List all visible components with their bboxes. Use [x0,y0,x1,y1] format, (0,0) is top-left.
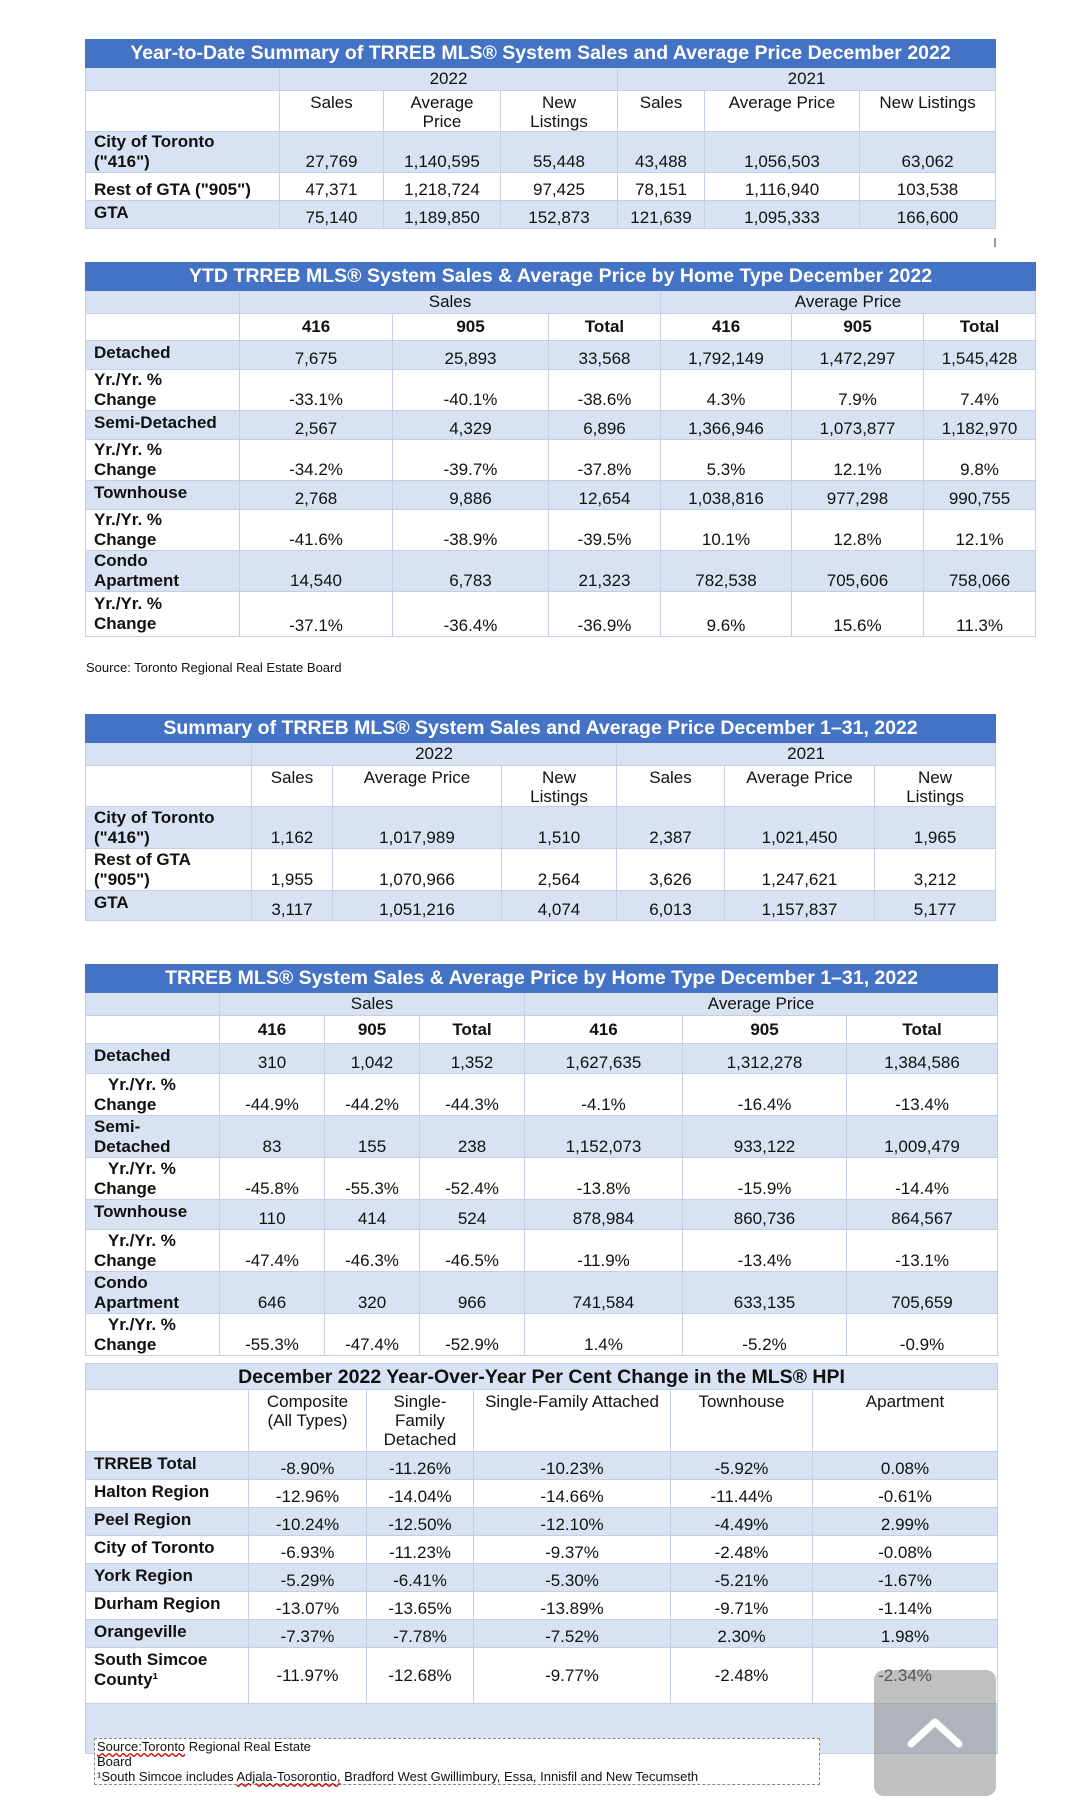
cell: -11.97% [249,1648,367,1704]
row-label: Townhouse [86,1200,220,1230]
cell: -52.9% [420,1314,525,1356]
row-label: Rest of GTA ("905") [86,849,252,891]
december-summary-title: Summary of TRREB MLS® System Sales and Average Price December 1–31, 2022 [86,715,996,743]
cell: 1,792,149 [661,341,792,370]
cell: 110 [220,1200,325,1230]
cell: -39.5% [549,510,661,551]
cell: -52.4% [420,1158,525,1200]
row-label: Condo Apartment [86,1272,220,1314]
cell: -10.23% [474,1452,671,1480]
cell: 75,140 [280,201,384,229]
ytd-home-type-title: YTD TRREB MLS® System Sales & Average Price by Home Type December 2022 [86,263,1036,291]
row-label: Yr./Yr. % Change [86,1314,220,1356]
cell: 1,189,850 [384,201,501,229]
cell: 47,371 [280,173,384,201]
cell: 2,567 [240,411,393,440]
row-label: Yr./Yr. % Change [86,1158,220,1200]
row-label: Orangeville [86,1620,249,1648]
cell: 966 [420,1272,525,1314]
cell: 7.4% [924,370,1036,411]
cell: -14.04% [367,1480,474,1508]
col-header: Single- Family Detached [367,1390,474,1452]
cell: 6,896 [549,411,661,440]
cell: 1,038,816 [661,481,792,510]
cell: 155 [325,1116,420,1158]
cell: -0.08% [813,1536,998,1564]
year-2021-header: 2021 [617,743,996,766]
cell: 1,073,877 [792,411,924,440]
col-header: 905 [792,314,924,341]
cell: -12.68% [367,1648,474,1704]
cell: 860,736 [683,1200,847,1230]
year-2021-header: 2021 [618,68,996,91]
cell: 1,162 [252,807,333,849]
row-label: Durham Region [86,1592,249,1620]
cell: 6,013 [617,891,725,921]
cell: 7.9% [792,370,924,411]
cell: -9.77% [474,1648,671,1704]
cell: 55,448 [501,132,618,173]
cell: -11.9% [525,1230,683,1272]
cell: 1,182,970 [924,411,1036,440]
cell: 12.8% [792,510,924,551]
cell: -8.90% [249,1452,367,1480]
cell: -0.9% [847,1314,998,1356]
cell: 782,538 [661,551,792,592]
cell: -2.48% [671,1648,813,1704]
cell: 5,177 [875,891,996,921]
cell: -1.14% [813,1592,998,1620]
cell: 1,510 [502,807,617,849]
cell: -38.9% [393,510,549,551]
ytd-home-type-table [85,262,1036,637]
cell: 1,017,989 [333,807,502,849]
cell: -6.93% [249,1536,367,1564]
cell: 4,074 [502,891,617,921]
cell: 878,984 [525,1200,683,1230]
cell: 27,769 [280,132,384,173]
cell: -7.78% [367,1620,474,1648]
cell: -13.65% [367,1592,474,1620]
cell: 1,384,586 [847,1044,998,1074]
cell: -6.41% [367,1564,474,1592]
cell: 6,783 [393,551,549,592]
col-header: 416 [661,314,792,341]
cell: 2,768 [240,481,393,510]
row-label: Yr./Yr. % Change [86,510,240,551]
cell: 990,755 [924,481,1036,510]
cell: -11.23% [367,1536,474,1564]
source-note: Source: Toronto Regional Real Estate Board [86,660,342,675]
cell: 2,564 [502,849,617,891]
cell: -13.8% [525,1158,683,1200]
cell: 524 [420,1200,525,1230]
cell: -33.1% [240,370,393,411]
row-label: Semi- Detached [86,1116,220,1158]
cell: 25,893 [393,341,549,370]
cell: 12.1% [792,440,924,481]
cell: -37.1% [240,592,393,637]
cell: 414 [325,1200,420,1230]
col-header: New Listings [860,91,996,132]
cell: 1.98% [813,1620,998,1648]
col-header: Single-Family Attached [474,1390,671,1452]
row-label: Townhouse [86,481,240,510]
cell: 1,965 [875,807,996,849]
col-header: 905 [683,1016,847,1044]
row-label: City of Toronto ("416") [86,807,252,849]
cell: -13.1% [847,1230,998,1272]
cell: -9.71% [671,1592,813,1620]
cell: 14,540 [240,551,393,592]
cell: -5.21% [671,1564,813,1592]
cell: -44.3% [420,1074,525,1116]
cell: 5.3% [661,440,792,481]
row-label: Detached [86,1044,220,1074]
cell: -11.26% [367,1452,474,1480]
col-header: 905 [325,1016,420,1044]
cell: 83 [220,1116,325,1158]
row-label: Detached [86,341,240,370]
row-label: TRREB Total [86,1452,249,1480]
col-header: Total [847,1016,998,1044]
col-header: Apartment [813,1390,998,1452]
cell: 1.4% [525,1314,683,1356]
cell: -9.37% [474,1536,671,1564]
table-edge-mark [994,238,996,247]
col-header: Average Price [384,91,501,132]
col-header: Sales [617,766,725,807]
cell: -44.9% [220,1074,325,1116]
ytd-summary-title: Year-to-Date Summary of TRREB MLS® System Sales and Average Price December 2022 [86,40,996,68]
cell: 9,886 [393,481,549,510]
col-header: Composite (All Types) [249,1390,367,1452]
cell: 238 [420,1116,525,1158]
row-label: Condo Apartment [86,551,240,592]
cell: -12.50% [367,1508,474,1536]
cell: 121,639 [618,201,705,229]
cell: -2.48% [671,1536,813,1564]
cell: 1,051,216 [333,891,502,921]
cell: -1.67% [813,1564,998,1592]
cell: 9.8% [924,440,1036,481]
cell: 1,955 [252,849,333,891]
cell: -44.2% [325,1074,420,1116]
year-2022-header: 2022 [280,68,618,91]
cell: -46.3% [325,1230,420,1272]
december-home-type-title: TRREB MLS® System Sales & Average Price by Home Type December 1–31, 2022 [86,965,998,993]
cell: 12.1% [924,510,1036,551]
col-header: 416 [240,314,393,341]
average-price-group-header: Average Price [525,993,998,1016]
row-label: Yr./Yr. % Change [86,592,240,637]
cell: 1,042 [325,1044,420,1074]
cell: -39.7% [393,440,549,481]
row-label: City of Toronto [86,1536,249,1564]
row-label: Semi-Detached [86,411,240,440]
cell: 1,627,635 [525,1044,683,1074]
cell: -0.61% [813,1480,998,1508]
cell: 1,116,940 [705,173,860,201]
cell: 1,157,837 [725,891,875,921]
cell: 9.6% [661,592,792,637]
cell: -7.52% [474,1620,671,1648]
col-header: Sales [618,91,705,132]
cell: -14.4% [847,1158,998,1200]
cell: -55.3% [325,1158,420,1200]
cell: -36.4% [393,592,549,637]
col-header: 416 [525,1016,683,1044]
cell: 741,584 [525,1272,683,1314]
cell: 1,352 [420,1044,525,1074]
cell: 1,545,428 [924,341,1036,370]
hpi-change-table [85,1363,998,1754]
cell: -47.4% [220,1230,325,1272]
cell: -16.4% [683,1074,847,1116]
cell: -45.8% [220,1158,325,1200]
cell: -13.4% [683,1230,847,1272]
col-header: Total [924,314,1036,341]
cell: 2.30% [671,1620,813,1648]
cell: 933,122 [683,1116,847,1158]
cell: 33,568 [549,341,661,370]
cell: 97,425 [501,173,618,201]
average-price-group-header: Average Price [661,291,1036,314]
row-label: Halton Region [86,1480,249,1508]
col-header: New Listings [502,766,617,807]
cell: -36.9% [549,592,661,637]
hpi-title: December 2022 Year-Over-Year Per Cent Change in the MLS® HPI [86,1364,998,1390]
source-link-text: Source:Toronto [97,1739,186,1754]
footnote-text: ¹South Simcoe includes [97,1769,237,1784]
row-label: Peel Region [86,1508,249,1536]
cell: 78,151 [618,173,705,201]
cell: 1,095,333 [705,201,860,229]
cell: 310 [220,1044,325,1074]
cell: -55.3% [220,1314,325,1356]
row-label: Yr./Yr. % Change [86,440,240,481]
cell: -10.24% [249,1508,367,1536]
cell: 864,567 [847,1200,998,1230]
cell: 1,312,278 [683,1044,847,1074]
row-label: Rest of GTA ("905") [86,173,280,201]
col-header: New Listings [875,766,996,807]
cell: 1,056,503 [705,132,860,173]
cell: -5.92% [671,1452,813,1480]
cell: -5.2% [683,1314,847,1356]
col-header: Average Price [725,766,875,807]
cell: 3,212 [875,849,996,891]
cell: 1,472,297 [792,341,924,370]
cell: 12,654 [549,481,661,510]
year-2022-header: 2022 [252,743,617,766]
cell: -12.96% [249,1480,367,1508]
sales-group-header: Sales [240,291,661,314]
footnote-text-rest: Bradford West Gwillimbury, Essa, Innisfil and New Tecumseth [340,1769,699,1784]
cell: 3,117 [252,891,333,921]
cell: 1,009,479 [847,1116,998,1158]
cell: 1,140,595 [384,132,501,173]
cell: 977,298 [792,481,924,510]
col-header: Sales [280,91,384,132]
cell: 2,387 [617,807,725,849]
cell: -47.4% [325,1314,420,1356]
cell: -15.9% [683,1158,847,1200]
cell: 0.08% [813,1452,998,1480]
cell: -13.4% [847,1074,998,1116]
cell: -13.89% [474,1592,671,1620]
col-header: Average Price [333,766,502,807]
chevron-up-icon [905,1716,965,1750]
cell: -5.30% [474,1564,671,1592]
cell: 758,066 [924,551,1036,592]
cell: 43,488 [618,132,705,173]
cell: 1,152,073 [525,1116,683,1158]
cell: 10.1% [661,510,792,551]
cell: 4,329 [393,411,549,440]
row-label: GTA [86,201,280,229]
cell: -14.66% [474,1480,671,1508]
col-header: Total [549,314,661,341]
cell: 1,070,966 [333,849,502,891]
footnote-term: Adjala-Tosorontio, [236,1769,341,1784]
cell: -5.29% [249,1564,367,1592]
cell: 152,873 [501,201,618,229]
row-label: GTA [86,891,252,921]
cell: 320 [325,1272,420,1314]
hpi-source-footnote [94,1738,820,1785]
cell: -40.1% [393,370,549,411]
cell: -41.6% [240,510,393,551]
col-header: 905 [393,314,549,341]
sales-group-header: Sales [220,993,525,1016]
cell: -7.37% [249,1620,367,1648]
row-label: City of Toronto ("416") [86,132,280,173]
cell: 21,323 [549,551,661,592]
cell: 705,606 [792,551,924,592]
cell: 11.3% [924,592,1036,637]
cell: 646 [220,1272,325,1314]
col-header: Average Price [705,91,860,132]
cell: 633,135 [683,1272,847,1314]
cell: -12.10% [474,1508,671,1536]
cell: -11.44% [671,1480,813,1508]
ytd-summary-table [85,39,996,229]
cell: 1,247,621 [725,849,875,891]
cell: 705,659 [847,1272,998,1314]
scroll-to-top-button[interactable] [874,1670,996,1796]
cell: 4.3% [661,370,792,411]
row-label: York Region [86,1564,249,1592]
col-header: Townhouse [671,1390,813,1452]
cell: -4.49% [671,1508,813,1536]
cell: 2.99% [813,1508,998,1536]
row-label: Yr./Yr. % Change [86,1074,220,1116]
cell: -46.5% [420,1230,525,1272]
december-summary-table [85,714,996,921]
cell: 15.6% [792,592,924,637]
row-label: Yr./Yr. % Change [86,1230,220,1272]
cell: 1,021,450 [725,807,875,849]
col-header: Sales [252,766,333,807]
cell: 166,600 [860,201,996,229]
cell: 63,062 [860,132,996,173]
cell: 103,538 [860,173,996,201]
cell: 1,218,724 [384,173,501,201]
row-label: Yr./Yr. % Change [86,370,240,411]
col-header: Total [420,1016,525,1044]
col-header: New Listings [501,91,618,132]
cell: -13.07% [249,1592,367,1620]
cell: 1,366,946 [661,411,792,440]
cell: -4.1% [525,1074,683,1116]
cell: 7,675 [240,341,393,370]
december-home-type-table [85,964,998,1356]
cell: -34.2% [240,440,393,481]
row-label: South Simcoe County¹ [86,1648,249,1704]
cell: -38.6% [549,370,661,411]
source-text: Regional Real Estate Board [97,1739,311,1769]
cell: -37.8% [549,440,661,481]
col-header: 416 [220,1016,325,1044]
cell: 3,626 [617,849,725,891]
